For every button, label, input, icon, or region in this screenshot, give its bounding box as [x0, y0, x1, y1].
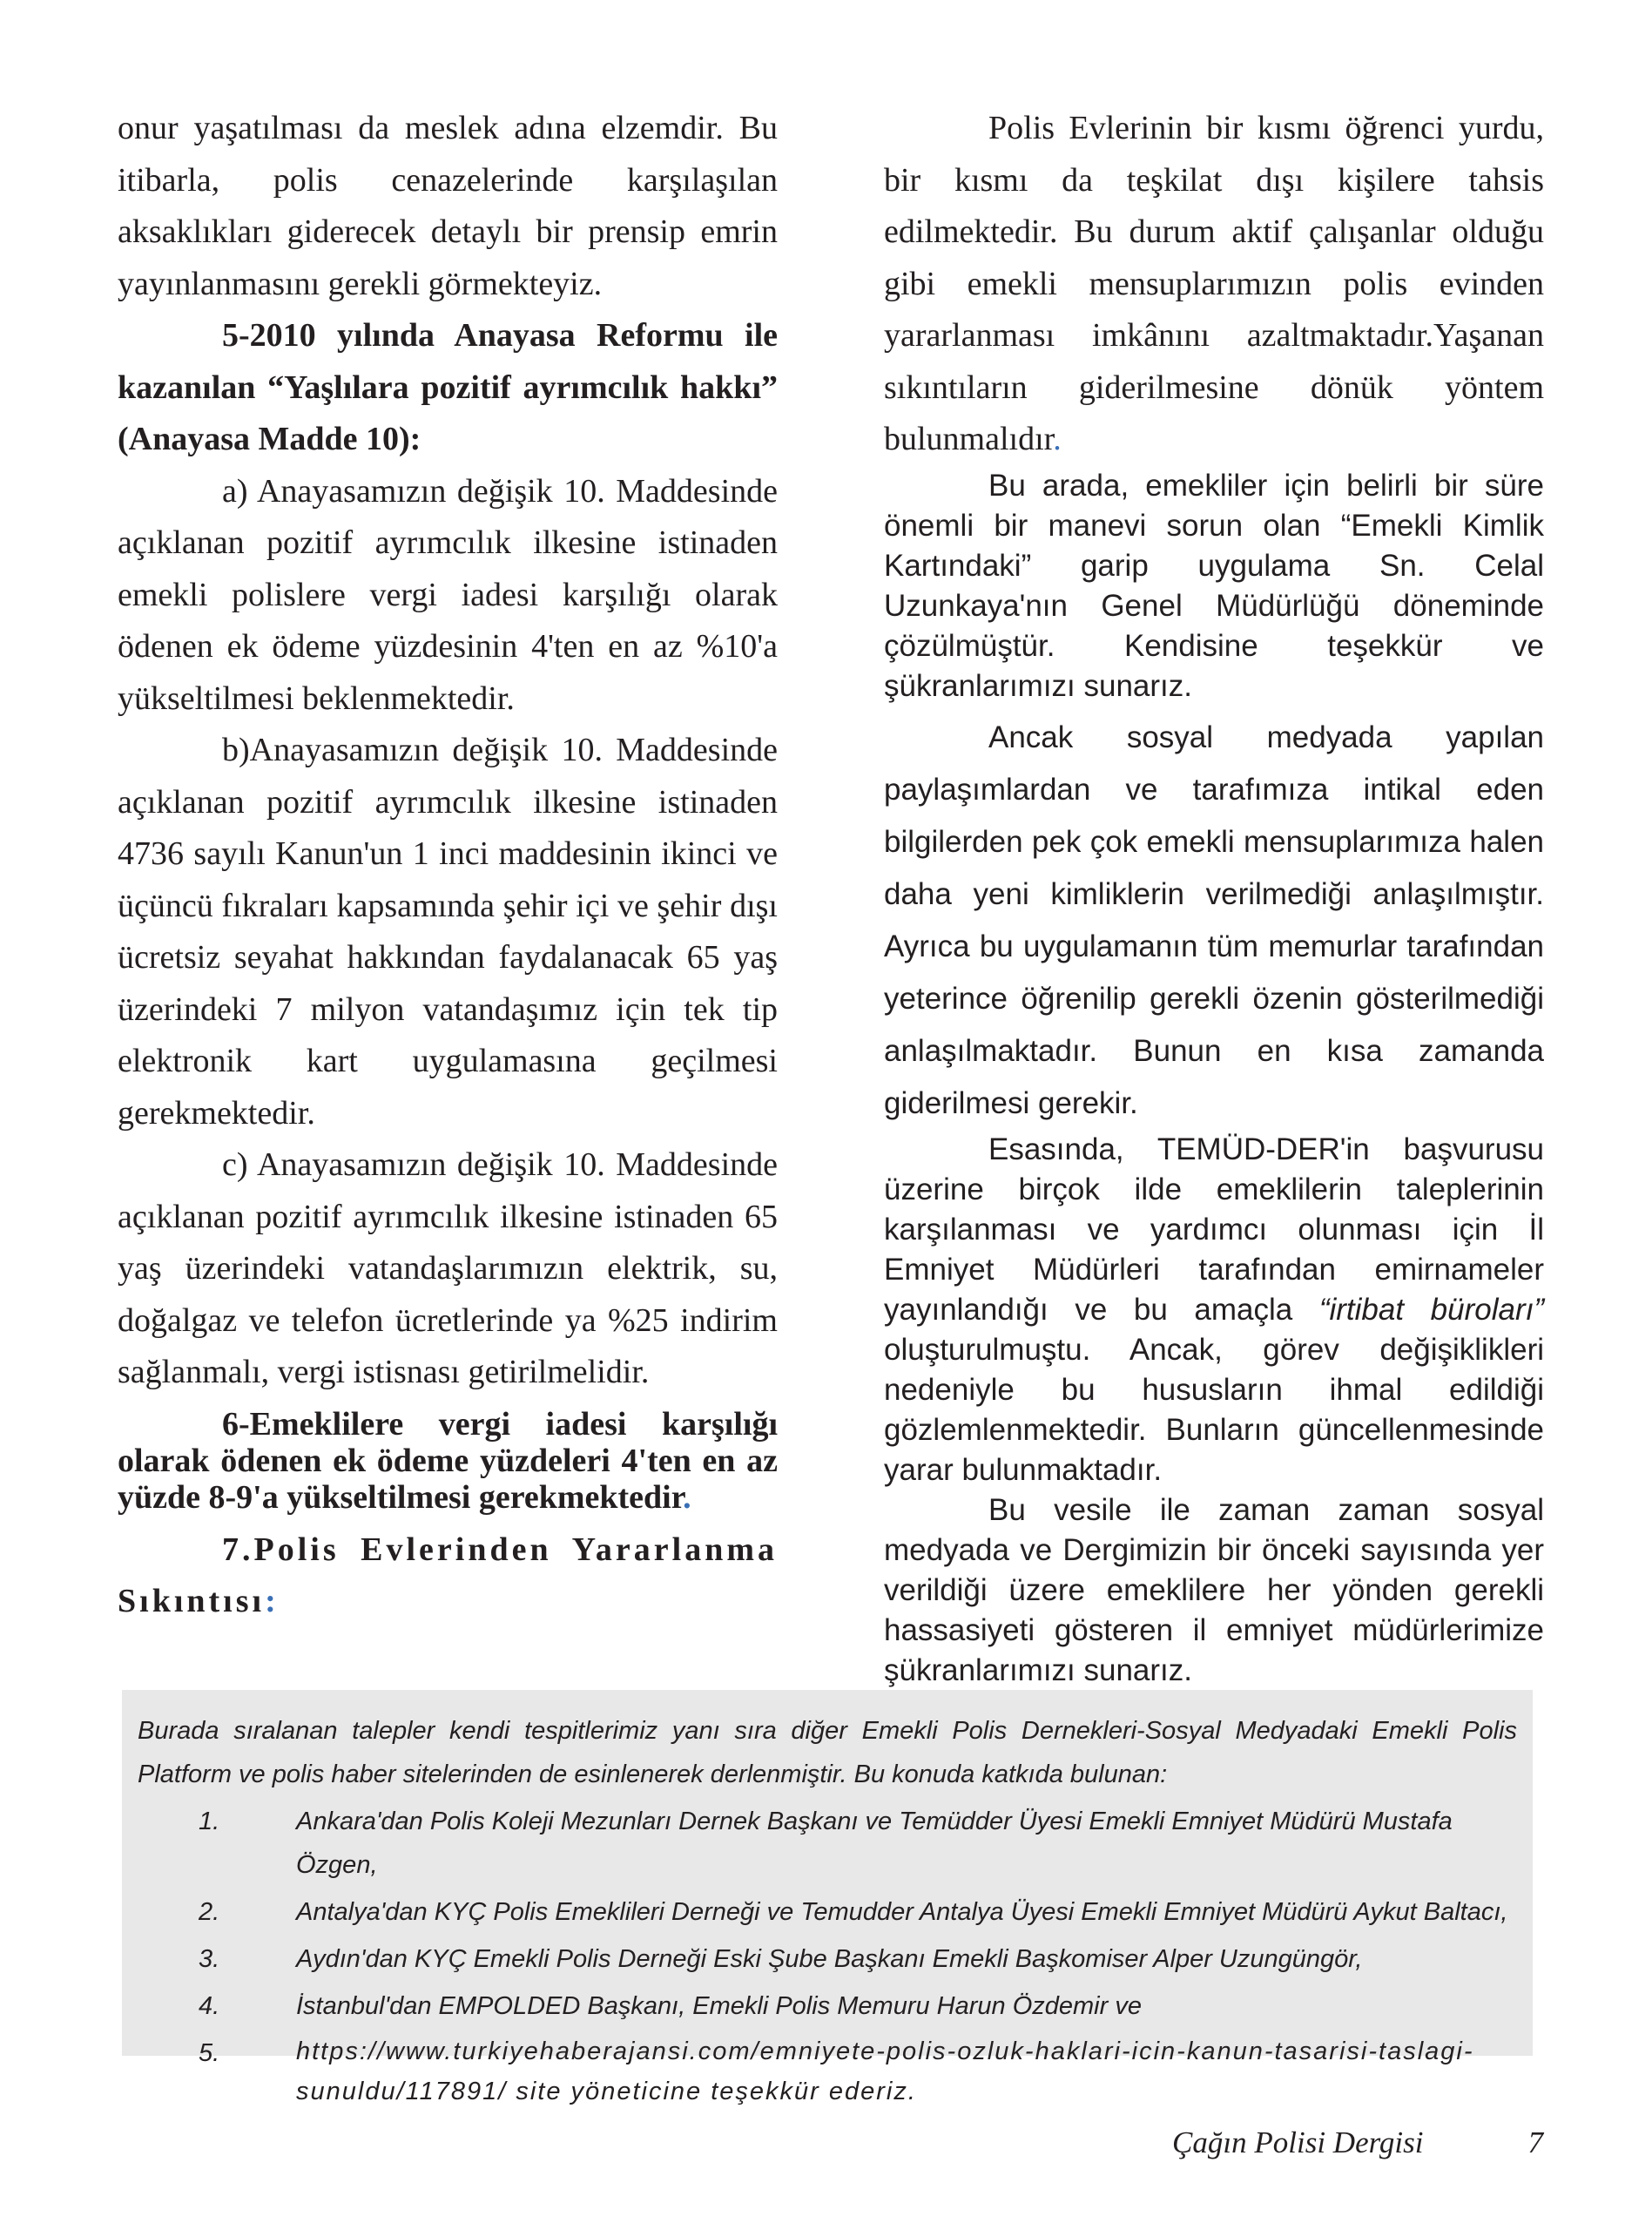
heading-section-7-text: 7.Polis Evlerinden Yararlanma Sıkıntısı	[118, 1531, 778, 1619]
list-item-text: https://www.turkiyehaberajansi.com/emniyete-polis-ozluk-haklari-icin-kanun-tasarisi-taslagi-sunuldu/117891/ site yöneticine teşekkür ederiz.	[296, 2037, 1474, 2105]
list-item-number: 5.	[199, 2039, 220, 2067]
left-column	[118, 103, 778, 1628]
paragraph-police-houses	[884, 103, 1544, 466]
page-number: 7	[1527, 2125, 1543, 2159]
heading-section-6-text: 6-Emeklilere vergi iadesi karşılığı olarak ödenen ek ödeme yüzdeleri 4'ten en az yüzde 8-9'a yükseltilmesi gerekmektedir	[118, 1405, 778, 1516]
list-item	[138, 1800, 1517, 1887]
paragraph-id-card: Bu arada, emekliler için belirli bir süre önemli bir manevi sorun olan “Emekli Kimlik Kartındaki” garip uygulama Sn. Celal Uzunkaya'nın Genel Müdürlüğü döneminde çözülmüştür. Kendisine teşekkür ve şükranlarımızı sunarız.	[884, 468, 1544, 703]
paragraph-temud-der-a: Esasında, TEMÜD-DER'in başvurusu üzerine birçok ilde emeklilerin taleplerinin karşılanması ve yardımcı olunması için İl Emniyet Müdürleri tarafından emirnameler yayınlandığı ve bu amaçla	[884, 1132, 1544, 1327]
heading-section-7-colon: :	[265, 1583, 280, 1619]
magazine-name: Çağın Polisi Dergisi	[1172, 2125, 1424, 2159]
heading-section-6	[118, 1406, 778, 1516]
list-item-number: 3.	[199, 1945, 220, 1973]
list-item-text: Aydın'dan KYÇ Emekli Polis Derneği Eski Şube Başkanı Emekli Başkomiser Alper Uzungüngör,	[296, 1945, 1363, 1973]
list-item-text: Ankara'dan Polis Koleji Mezunları Dernek Başkanı ve Temüdder Üyesi Emekli Emniyet Müdürü Mustafa Özgen,	[296, 1808, 1453, 1879]
paragraph-item-a: a) Anayasamızın değişik 10. Maddesinde açıklanan pozitif ayrımcılık ilkesine istinaden emekli polislere vergi iadesi karşılığı olarak ödenen ek ödeme yüzdesinin 4'ten en az %10'a yükseltilmesi beklenmektedir.	[118, 472, 778, 717]
list-item	[138, 1937, 1517, 1981]
paragraph-gratitude: Bu vesile ile zaman zaman sosyal medyada ve Dergimizin bir önceki sayısında yer verildiği üzere emeklilere her yönden gerekli hassasiyeti gösteren il emniyet müdürlerimize şükranlarımızı sunarız.	[884, 1492, 1544, 1687]
paragraph-police-houses-text: Polis Evlerinin bir kısmı öğrenci yurdu, bir kısmı da teşkilat dışı kişilere tahsis edilmektedir. Bu durum aktif çalışanlar olduğu gibi emekli mensuplarımızın polis evinden yararlanması imkânını azaltmaktadır.Yaşanan sıkıntıların giderilmesine dönük yöntem bulunmalıdır	[884, 110, 1544, 457]
contributors-list	[138, 1800, 1517, 2112]
note-intro: Burada sıralanan talepler kendi tespitlerimiz yanı sıra diğer Emekli Polis Dernekleri-Sosyal Medyadaki Emekli Polis Platform ve polis haber sitelerinden de esinlenerek derlenmiştir. Bu konuda katkıda bulunan:	[138, 1717, 1517, 1788]
list-item-number: 4.	[199, 1992, 220, 2020]
list-item-text: Antalya'dan KYÇ Polis Emeklileri Derneği ve Temudder Antalya Üyesi Emekli Emniyet Müdürü Aykut Baltacı,	[296, 1898, 1508, 1926]
list-item	[138, 2031, 1517, 2112]
paragraph-item-b: b)Anayasamızın değişik 10. Maddesinde açıklanan pozitif ayrımcılık ilkesine istinaden 4736 sayılı Kanun'un 1 inci maddesinin ikinci ve üçüncü fıkraları kapsamında şehir içi ve şehir dışı ücretsiz seyahat hakkından faydalanacak 65 yaş üzerindeki 7 milyon vatandaşımız için tek tip elektronik kart uygulamasına geçilmesi gerekmektedir.	[118, 732, 778, 1132]
heading-section-5: 5-2010 yılında Anayasa Reformu ile kazanılan “Yaşlılara pozitif ayrımcılık hakkı” (Anayasa Madde 10):	[118, 317, 778, 457]
paragraph-temud-der	[884, 1130, 1544, 1490]
page-footer	[1172, 2125, 1543, 2160]
list-item-text: İstanbul'dan EMPOLDED Başkanı, Emekli Polis Memuru Harun Özdemir ve	[296, 1992, 1142, 2020]
heading-section-7	[118, 1524, 778, 1628]
paragraph-social-media: Ancak sosyal medyada yapılan paylaşımlardan ve tarafımıza intikal eden bilgilerden pek çok emekli mensuplarımıza halen daha yeni kimliklerin verilmediği anlaşılmıştır. Ayrıca bu uygulamanın tüm memurlar tarafından yeterince öğrenilip gerekli özenin gösterilmediği anlaşılmaktadır. Bunun en kısa zamanda giderilmesi gerekir.	[884, 720, 1544, 1120]
list-item	[138, 1984, 1517, 2028]
heading-section-6-dot: .	[683, 1478, 691, 1516]
list-item	[138, 1890, 1517, 1934]
paragraph-temud-der-emphasis: “irtibat büroları”	[1318, 1292, 1544, 1327]
right-column	[884, 103, 1544, 1691]
contributors-note-box	[122, 1690, 1533, 2105]
paragraph-funeral: onur yaşatılması da meslek adına elzemdir. Bu itibarla, polis cenazelerinde karşılaşılan aksaklıkları giderecek detaylı bir prensip emrin yayınlanmasını gerekli görmekteyiz.	[118, 110, 778, 302]
paragraph-temud-der-b: oluşturulmuştu. Ancak, görev değişiklikleri nedeniyle bu hususların ihmal edildiği gözlemlenmektedir. Bunların güncellenmesinde yarar bulunmaktadır.	[884, 1332, 1544, 1487]
paragraph-item-c: c) Anayasamızın değişik 10. Maddesinde açıklanan pozitif ayrımcılık ilkesine istinaden 65 yaş üzerindeki vatandaşlarımızın elektrik, su, doğalgaz ve telefon ücretlerinde ya %25 indirim sağlanmalı, vergi istisnası getirilmelidir.	[118, 1146, 778, 1390]
list-item-number: 2.	[199, 1898, 220, 1926]
list-item-number: 1.	[199, 1808, 220, 1835]
paragraph-police-houses-dot: .	[1053, 421, 1062, 457]
